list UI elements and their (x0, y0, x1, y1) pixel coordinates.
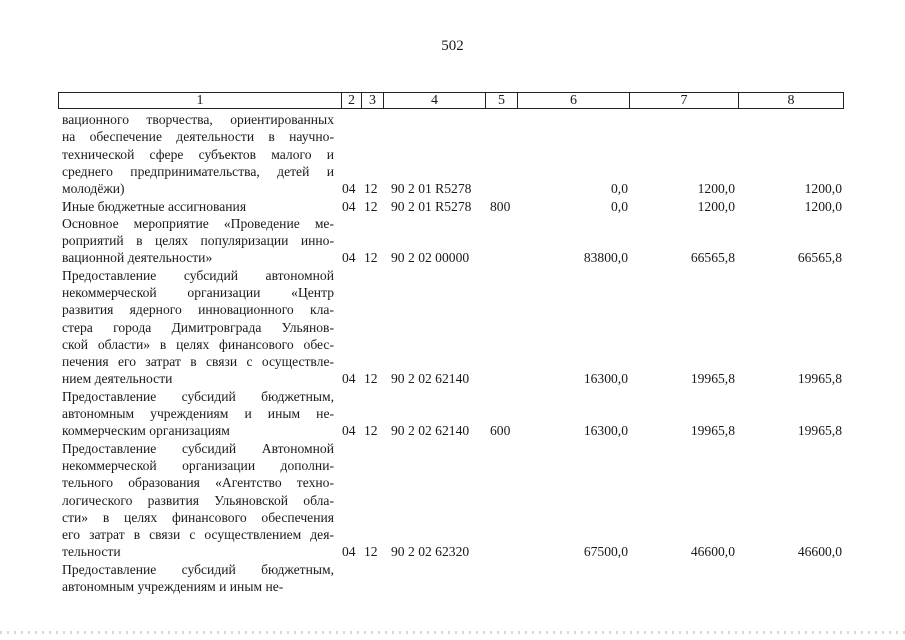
row-name-line: тельного образования «Агентство техно- (62, 475, 334, 491)
row-name-cell (62, 267, 334, 388)
row-name-cell (62, 388, 334, 440)
row-name-cell (62, 198, 334, 215)
cell-col-4: 90 2 02 00000 (391, 250, 470, 266)
cell-col-6: 67500,0 (583, 544, 628, 560)
row-name-cell (62, 111, 334, 197)
cell-col-3: 12 (364, 423, 378, 439)
row-name-line: технической сфере субъектов малого и (62, 146, 334, 162)
cell-col-4: 90 2 01 R5278 (391, 198, 472, 214)
row-name-line: роприятий в целях популяризации инно- (62, 233, 334, 249)
table-row (0, 198, 905, 215)
row-name-line: развития ядерного инновационного кла- (62, 302, 334, 318)
page-number: 502 (441, 38, 464, 54)
cell-col-8: 66565,8 (797, 250, 842, 266)
cell-col-6: 16300,0 (583, 423, 628, 439)
cell-col-7: 46600,0 (690, 544, 735, 560)
cell-col-2: 04 (342, 181, 356, 197)
scan-artifact-line (0, 631, 905, 634)
table-row (0, 215, 905, 267)
cell-col-6: 0,0 (611, 181, 628, 197)
row-name-cell (62, 440, 334, 561)
row-name-line: Предоставление субсидий Автономной (62, 440, 334, 456)
cell-col-8: 19965,8 (797, 371, 842, 387)
cell-col-4: 90 2 02 62140 (391, 423, 470, 439)
row-name-line: среднего предпринимательства, детей и (62, 163, 334, 179)
cell-col-7: 19965,8 (690, 371, 735, 387)
row-name-line: вационной деятельности» (62, 250, 213, 266)
table-row (0, 267, 905, 388)
row-name-line: ской области» в целях финансового обес- (62, 336, 334, 352)
table-row (0, 111, 905, 198)
header-col-4: 4 (383, 93, 485, 108)
cell-col-3: 12 (364, 250, 378, 266)
row-name-line: логического развития Ульяновской обла- (62, 492, 334, 508)
cell-col-3: 12 (364, 181, 378, 197)
header-col-6: 6 (517, 93, 629, 108)
header-col-8: 8 (738, 93, 843, 108)
table-header-row (58, 92, 844, 109)
row-name-line: стера города Димитровграда Ульянов- (62, 319, 334, 335)
row-name-line: Предоставление субсидий автономной (62, 267, 334, 283)
cell-col-6: 0,0 (611, 198, 628, 214)
cell-col-3: 12 (364, 371, 378, 387)
cell-col-3: 12 (364, 544, 378, 560)
row-name-line: нием деятельности (62, 371, 173, 387)
table-row (0, 440, 905, 561)
row-name-line: его затрат в связи с осуществлением дея- (62, 527, 334, 543)
row-name-line: некоммерческой организации «Центр (62, 284, 334, 300)
row-name-line: тельности (62, 544, 121, 560)
row-name-line: молодёжи) (62, 181, 125, 197)
cell-col-7: 66565,8 (690, 250, 735, 266)
row-name-line: автономным учреждениям и иным не- (62, 406, 334, 422)
cell-col-4: 90 2 01 R5278 (391, 181, 472, 197)
cell-col-2: 04 (342, 198, 356, 214)
cell-col-6: 83800,0 (583, 250, 628, 266)
header-col-5: 5 (485, 93, 517, 108)
cell-col-7: 1200,0 (697, 198, 735, 214)
cell-col-4: 90 2 02 62320 (391, 544, 470, 560)
row-name-line: автономным учреждениям и иным не- (62, 579, 284, 595)
cell-col-5: 600 (490, 423, 511, 439)
cell-col-8: 46600,0 (797, 544, 842, 560)
row-name-cell (62, 561, 334, 596)
cell-col-4: 90 2 02 62140 (391, 371, 470, 387)
cell-col-8: 19965,8 (797, 423, 842, 439)
header-col-1: 1 (196, 93, 204, 108)
row-name-line: коммерческим организациям (62, 423, 230, 439)
row-name-line: на обеспечение деятельности в научно- (62, 129, 334, 145)
row-name-cell (62, 215, 334, 267)
cell-col-2: 04 (342, 250, 356, 266)
row-name-line: вационного творчества, ориентированных (62, 112, 334, 127)
cell-col-2: 04 (342, 371, 356, 387)
row-name-line: сти» в целях финансового обеспечения (62, 509, 334, 525)
row-name-line: некоммерческой организации дополни- (62, 457, 334, 473)
cell-col-8: 1200,0 (804, 181, 842, 197)
table-row (0, 561, 905, 596)
row-name-line: Предоставление субсидий бюджетным, (62, 561, 334, 577)
cell-col-7: 19965,8 (690, 423, 735, 439)
header-col-3: 3 (361, 93, 383, 108)
cell-col-2: 04 (342, 544, 356, 560)
cell-col-8: 1200,0 (804, 198, 842, 214)
cell-col-5: 800 (490, 198, 511, 214)
header-col-2: 2 (341, 93, 361, 108)
cell-col-3: 12 (364, 198, 378, 214)
row-name-line: Предоставление субсидий бюджетным, (62, 388, 334, 404)
cell-col-7: 1200,0 (697, 181, 735, 197)
header-col-7: 7 (629, 93, 738, 108)
cell-col-6: 16300,0 (583, 371, 628, 387)
row-name-line: Иные бюджетные ассигнования (62, 198, 247, 214)
cell-col-2: 04 (342, 423, 356, 439)
table-row (0, 388, 905, 440)
row-name-line: Основное мероприятие «Проведение ме- (62, 215, 334, 231)
row-name-line: печения его затрат в связи с осуществле- (62, 354, 334, 370)
